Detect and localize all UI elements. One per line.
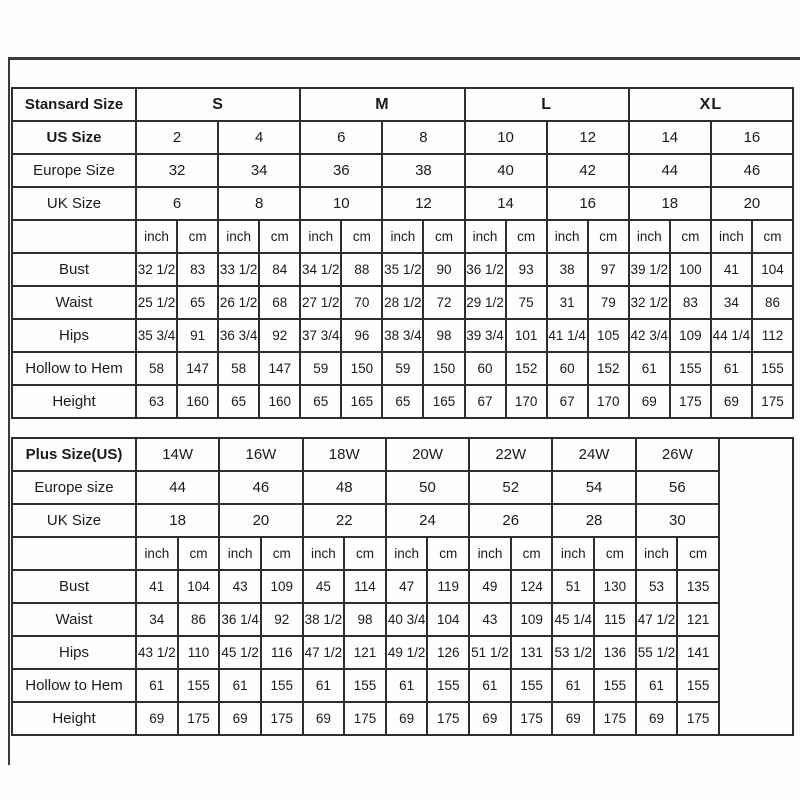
measure-value-cell: 155 [594,669,636,702]
measure-value-cell: 47 1/2 [636,603,678,636]
size-value-cell: 44 [629,154,711,187]
measure-value-cell: 86 [178,603,220,636]
plus-size-group-header: 16W [219,438,302,471]
measure-value-cell: 61 [303,669,345,702]
size-value-cell: 10 [300,187,382,220]
row-label: US Size [12,121,136,154]
measure-value-cell: 45 [303,570,345,603]
measure-value-cell: 33 1/2 [218,253,259,286]
measure-value-cell: 155 [344,669,386,702]
measure-value-cell: 86 [752,286,793,319]
measure-value-cell: 44 1/4 [711,319,752,352]
measure-value-cell: 49 [469,570,511,603]
measure-value-cell: 37 3/4 [300,319,341,352]
unit-cell: inch [219,537,261,570]
measure-value-cell: 170 [506,385,547,418]
size-value-cell: 28 [552,504,635,537]
size-value-cell: 56 [636,471,719,504]
measure-value-cell: 92 [261,603,303,636]
measure-value-cell: 49 1/2 [386,636,428,669]
unit-cell: inch [136,220,177,253]
measure-value-cell: 98 [423,319,464,352]
empty-column-cell [719,438,793,735]
measure-value-cell: 61 [629,352,670,385]
measure-value-cell: 155 [427,669,469,702]
measure-value-cell: 61 [469,669,511,702]
measure-value-cell: 98 [344,603,386,636]
size-value-cell: 16 [547,187,629,220]
size-value-cell: 40 [465,154,547,187]
size-value-cell: 2 [136,121,218,154]
measure-value-cell: 68 [259,286,300,319]
measure-value-cell: 147 [177,352,218,385]
unit-cell: inch [303,537,345,570]
measure-value-cell: 59 [382,352,423,385]
size-value-cell: 8 [218,187,300,220]
measure-value-cell: 121 [677,603,719,636]
measure-value-cell: 69 [219,702,261,735]
measure-value-cell: 32 1/2 [629,286,670,319]
measure-value-cell: 67 [465,385,506,418]
measure-value-cell: 51 [552,570,594,603]
measure-value-cell: 65 [300,385,341,418]
standard-size-header-label: Stansard Size [12,88,136,121]
unit-cell: cm [511,537,553,570]
size-group-header: S [136,88,300,121]
measure-value-cell: 59 [300,352,341,385]
measure-value-cell: 35 3/4 [136,319,177,352]
measure-value-cell: 130 [594,570,636,603]
unit-cell: cm [344,537,386,570]
plus-size-group-header: 26W [636,438,719,471]
measure-value-cell: 121 [344,636,386,669]
measure-value-cell: 69 [636,702,678,735]
row-label: Hips [12,636,136,669]
measure-value-cell: 69 [629,385,670,418]
unit-cell: cm [177,220,218,253]
measure-value-cell: 152 [506,352,547,385]
measure-value-cell: 41 1/4 [547,319,588,352]
row-label: Europe size [12,471,136,504]
measure-value-cell: 69 [386,702,428,735]
measure-value-cell: 61 [711,352,752,385]
measure-value-cell: 109 [261,570,303,603]
plus-size-group-header: 24W [552,438,635,471]
measure-value-cell: 114 [344,570,386,603]
measure-value-cell: 104 [178,570,220,603]
measure-value-cell: 91 [177,319,218,352]
measure-value-cell: 26 1/2 [218,286,259,319]
measure-value-cell: 41 [136,570,178,603]
measure-value-cell: 165 [423,385,464,418]
measure-value-cell: 36 3/4 [218,319,259,352]
measure-value-cell: 43 [469,603,511,636]
row-label: UK Size [12,504,136,537]
measure-value-cell: 160 [259,385,300,418]
measure-value-cell: 45 1/2 [219,636,261,669]
unit-cell: inch [136,537,178,570]
measure-value-cell: 69 [469,702,511,735]
measure-value-cell: 175 [594,702,636,735]
unit-cell: cm [427,537,469,570]
row-label: Bust [12,570,136,603]
measure-value-cell: 75 [506,286,547,319]
plus-size-group-header: 20W [386,438,469,471]
measure-value-cell: 83 [670,286,711,319]
measure-value-cell: 175 [261,702,303,735]
measure-value-cell: 36 1/2 [465,253,506,286]
measure-value-cell: 40 3/4 [386,603,428,636]
measure-value-cell: 61 [552,669,594,702]
unit-cell: inch [636,537,678,570]
size-value-cell: 36 [300,154,382,187]
unit-cell: inch [629,220,670,253]
measure-value-cell: 97 [588,253,629,286]
measure-value-cell: 47 1/2 [303,636,345,669]
unit-cell: cm [588,220,629,253]
measure-value-cell: 58 [136,352,177,385]
plus-size-group-header: 14W [136,438,219,471]
measure-value-cell: 116 [261,636,303,669]
measure-value-cell: 165 [341,385,382,418]
row-label: Height [12,385,136,418]
size-value-cell: 12 [547,121,629,154]
measure-value-cell: 150 [341,352,382,385]
unit-cell: inch [711,220,752,253]
plus-size-group-header: 22W [469,438,552,471]
unit-cell: cm [261,537,303,570]
measure-value-cell: 136 [594,636,636,669]
size-value-cell: 48 [303,471,386,504]
measure-value-cell: 31 [547,286,588,319]
measure-value-cell: 155 [670,352,711,385]
size-value-cell: 46 [711,154,793,187]
measure-value-cell: 175 [344,702,386,735]
measure-value-cell: 101 [506,319,547,352]
unit-cell: inch [547,220,588,253]
measure-value-cell: 79 [588,286,629,319]
measure-value-cell: 67 [547,385,588,418]
measure-value-cell: 51 1/2 [469,636,511,669]
measure-value-cell: 175 [511,702,553,735]
size-group-header: M [300,88,464,121]
row-label: Hollow to Hem [12,669,136,702]
unit-cell: inch [465,220,506,253]
measure-value-cell: 175 [752,385,793,418]
size-value-cell: 54 [552,471,635,504]
size-value-cell: 20 [219,504,302,537]
measure-value-cell: 92 [259,319,300,352]
size-group-header: L [465,88,629,121]
measure-value-cell: 90 [423,253,464,286]
measure-value-cell: 100 [670,253,711,286]
size-value-cell: 12 [382,187,464,220]
unit-cell: cm [670,220,711,253]
unit-cell: cm [506,220,547,253]
measure-value-cell: 126 [427,636,469,669]
measure-value-cell: 124 [511,570,553,603]
size-value-cell: 24 [386,504,469,537]
measure-value-cell: 53 1/2 [552,636,594,669]
unit-cell: cm [677,537,719,570]
size-value-cell: 26 [469,504,552,537]
row-label: Hips [12,319,136,352]
size-value-cell: 16 [711,121,793,154]
measure-value-cell: 69 [303,702,345,735]
measure-value-cell: 155 [178,669,220,702]
measure-value-cell: 36 1/4 [219,603,261,636]
measure-value-cell: 61 [386,669,428,702]
unit-cell: inch [218,220,259,253]
measure-value-cell: 83 [177,253,218,286]
size-group-header: XL [629,88,793,121]
measure-value-cell: 61 [219,669,261,702]
measure-value-cell: 152 [588,352,629,385]
size-value-cell: 52 [469,471,552,504]
measure-value-cell: 65 [382,385,423,418]
plus-size-group-header: 18W [303,438,386,471]
size-value-cell: 8 [382,121,464,154]
row-label: Hollow to Hem [12,352,136,385]
measure-value-cell: 119 [427,570,469,603]
plus-size-table [11,437,794,736]
plus-size-header-label: Plus Size(US) [12,438,136,471]
size-value-cell: 6 [136,187,218,220]
unit-cell: inch [386,537,428,570]
size-value-cell: 38 [382,154,464,187]
measure-value-cell: 35 1/2 [382,253,423,286]
measure-value-cell: 42 3/4 [629,319,670,352]
size-value-cell: 32 [136,154,218,187]
measure-value-cell: 84 [259,253,300,286]
row-label: Waist [12,603,136,636]
measure-value-cell: 38 1/2 [303,603,345,636]
measure-value-cell: 155 [752,352,793,385]
measure-value-cell: 39 3/4 [465,319,506,352]
measure-value-cell: 29 1/2 [465,286,506,319]
measure-value-cell: 104 [427,603,469,636]
unit-cell: inch [552,537,594,570]
unit-cell: cm [752,220,793,253]
size-value-cell: 22 [303,504,386,537]
measure-value-cell: 34 1/2 [300,253,341,286]
measure-value-cell: 70 [341,286,382,319]
size-value-cell: 30 [636,504,719,537]
measure-value-cell: 160 [177,385,218,418]
measure-value-cell: 32 1/2 [136,253,177,286]
measure-value-cell: 55 1/2 [636,636,678,669]
measure-value-cell: 69 [711,385,752,418]
measure-value-cell: 109 [511,603,553,636]
measure-value-cell: 72 [423,286,464,319]
unit-row-spacer [12,220,136,253]
row-label: Height [12,702,136,735]
unit-cell: cm [259,220,300,253]
row-label: Waist [12,286,136,319]
row-label: Europe Size [12,154,136,187]
measure-value-cell: 147 [259,352,300,385]
measure-value-cell: 170 [588,385,629,418]
measure-value-cell: 25 1/2 [136,286,177,319]
size-value-cell: 42 [547,154,629,187]
size-value-cell: 18 [629,187,711,220]
measure-value-cell: 88 [341,253,382,286]
size-value-cell: 6 [300,121,382,154]
measure-value-cell: 175 [178,702,220,735]
measure-value-cell: 104 [752,253,793,286]
size-value-cell: 20 [711,187,793,220]
measure-value-cell: 43 1/2 [136,636,178,669]
measure-value-cell: 53 [636,570,678,603]
measure-value-cell: 131 [511,636,553,669]
size-value-cell: 4 [218,121,300,154]
measure-value-cell: 112 [752,319,793,352]
measure-value-cell: 65 [177,286,218,319]
measure-value-cell: 69 [136,702,178,735]
measure-value-cell: 115 [594,603,636,636]
measure-value-cell: 175 [670,385,711,418]
size-value-cell: 10 [465,121,547,154]
unit-cell: inch [469,537,511,570]
unit-cell: cm [423,220,464,253]
measure-value-cell: 60 [465,352,506,385]
measure-value-cell: 47 [386,570,428,603]
unit-row-spacer [12,537,136,570]
measure-value-cell: 155 [261,669,303,702]
size-value-cell: 14 [629,121,711,154]
measure-value-cell: 109 [670,319,711,352]
measure-value-cell: 28 1/2 [382,286,423,319]
measure-value-cell: 45 1/4 [552,603,594,636]
standard-size-table [11,87,794,419]
measure-value-cell: 135 [677,570,719,603]
size-value-cell: 50 [386,471,469,504]
measure-value-cell: 34 [711,286,752,319]
unit-cell: inch [300,220,341,253]
measure-value-cell: 65 [218,385,259,418]
measure-value-cell: 105 [588,319,629,352]
size-value-cell: 14 [465,187,547,220]
size-value-cell: 18 [136,504,219,537]
measure-value-cell: 110 [178,636,220,669]
measure-value-cell: 155 [511,669,553,702]
measure-value-cell: 69 [552,702,594,735]
row-label: UK Size [12,187,136,220]
measure-value-cell: 34 [136,603,178,636]
measure-value-cell: 63 [136,385,177,418]
size-value-cell: 34 [218,154,300,187]
measure-value-cell: 43 [219,570,261,603]
measure-value-cell: 150 [423,352,464,385]
measure-value-cell: 41 [711,253,752,286]
measure-value-cell: 60 [547,352,588,385]
size-value-cell: 44 [136,471,219,504]
measure-value-cell: 141 [677,636,719,669]
measure-value-cell: 39 1/2 [629,253,670,286]
measure-value-cell: 58 [218,352,259,385]
unit-cell: cm [594,537,636,570]
measure-value-cell: 38 [547,253,588,286]
outer-frame [8,57,800,765]
measure-value-cell: 155 [677,669,719,702]
size-value-cell: 46 [219,471,302,504]
unit-cell: cm [341,220,382,253]
measure-value-cell: 175 [427,702,469,735]
unit-cell: inch [382,220,423,253]
measure-value-cell: 61 [136,669,178,702]
row-label: Bust [12,253,136,286]
measure-value-cell: 38 3/4 [382,319,423,352]
measure-value-cell: 96 [341,319,382,352]
measure-value-cell: 61 [636,669,678,702]
unit-cell: cm [178,537,220,570]
measure-value-cell: 175 [677,702,719,735]
measure-value-cell: 93 [506,253,547,286]
measure-value-cell: 27 1/2 [300,286,341,319]
